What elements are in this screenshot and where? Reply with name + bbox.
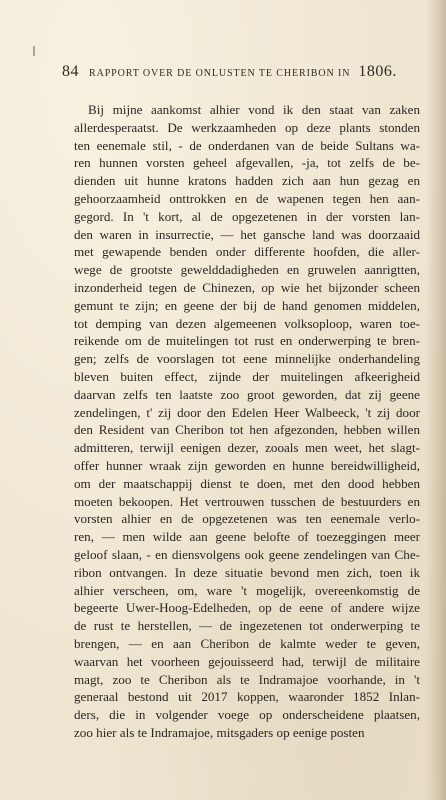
text-line: magt, zoo te Cheribon als te Indramajoe voorhande, in 't xyxy=(74,671,420,687)
text-line: reikende om de muitelingen tot rust en onderwerping te bren- xyxy=(74,333,420,349)
text-line: zendelingen, t' zij door den Edelen Heer Walbeeck, 't zij door xyxy=(74,404,420,420)
text-line: de rust te herstellen, — de ingezetenen tot onderwerping te xyxy=(74,618,420,634)
text-line: brengen, — en aan Cheribon de kalmte weder te geven, xyxy=(74,635,420,651)
text-line: bleven buiten effect, zijnde der muitelingen afkeerigheid xyxy=(74,368,420,384)
text-line: daarvan zelfs ten laatste zoo groot geworden, dat zij geene xyxy=(74,386,420,402)
text-line: geloof slaan, - en diensvolgens ook geene zendelingen van Che- xyxy=(74,546,420,562)
text-line: wege de grootste gewelddadigheden en gruwelen aanrigtten, xyxy=(74,262,420,278)
text-line: admitteren, terwijl eenigen dezer, zooals men weet, het slagt- xyxy=(74,440,420,456)
text-line: alhier verscheen, om, ware 't mogelijk, overeenkomstig de xyxy=(74,582,420,598)
text-line: waarvan het voorheen gejouisseerd had, terwijl de militaire xyxy=(74,653,420,669)
text-line: gen; zelfs de voorslagen tot eene minnelijke onderhandeling xyxy=(74,351,420,367)
body-paragraph xyxy=(74,101,420,742)
text-line: den Resident van Cheribon tot hen afgezonden, hebben willen xyxy=(74,422,420,438)
text-line: moeten bekoopen. Het vertrouwen tusschen de bestuurders en xyxy=(74,493,420,509)
page-edge-shadow xyxy=(426,0,446,800)
text-line: met gewapende benden onder differente hoofden, die aller- xyxy=(74,244,420,260)
margin-mark xyxy=(33,46,35,56)
text-line: den waren in insurrectie, — het gansche land was doorzaaid xyxy=(74,226,420,242)
text-line: dienden uit hunne kratons hadden zich aan hun gezag en xyxy=(74,173,420,189)
text-line: generaal bestond uit 2017 koppen, waaronder 1852 Inlan- xyxy=(74,689,420,705)
text-line: offer hunner wraak zijn geworden en hunne bereidwilligheid, xyxy=(74,457,420,473)
running-title: RAPPORT OVER DE ONLUSTEN TE CHERIBON IN xyxy=(89,68,351,79)
text-line: ren, — men wilde aan geene belofte of toezeggingen meer xyxy=(74,529,420,545)
text-line: gegord. In 't kort, al de opgezetenen in der vorsten lan- xyxy=(74,208,420,224)
text-line: inzonderheid tegen de Chinezen, op wie het bijzonder scheen xyxy=(74,279,420,295)
text-line: begeerte Uwer-Hoog-Edelheden, op de eene of andere wijze xyxy=(74,600,420,616)
text-line: zoo hier als te Indramajoe, mitsgaders op eenige posten xyxy=(74,724,365,740)
text-line: om der maatschappij dienst te doen, met den dood hebben xyxy=(74,475,420,491)
text-line: gemunt te zijn; en geene der bij de hand genomen middelen, xyxy=(74,297,420,313)
text-line: gehoorzaamheid onttrokken en de wapenen tegen hen aan- xyxy=(74,190,420,206)
text-line: ren hunnen vorsten geheel afgevallen, -ja, tot zelfs de be- xyxy=(74,155,420,171)
page-number: 84 xyxy=(62,63,79,80)
text-line: ten eenemale stil, - de onderdanen van de beide Sultans wa- xyxy=(74,137,420,153)
running-header xyxy=(62,63,397,81)
text-line: ders, die in volgender voege op onderscheidene plaatsen, xyxy=(74,707,420,723)
text-line: tot demping van dezen algemeenen volksoploop, waren toe- xyxy=(74,315,420,331)
header-year: 1806. xyxy=(358,63,397,80)
text-line: allerdesperaatst. De werkzaamheden op deze plants stonden xyxy=(74,119,420,135)
text-line: vorsten alhier en de opgezetenen was ten eenemale verlo- xyxy=(74,511,420,527)
text-line: Bij mijne aankomst alhier vond ik den staat van zaken xyxy=(88,102,420,117)
text-line: ribon ontvangen. In deze situatie bevond men zich, toen ik xyxy=(74,564,420,580)
